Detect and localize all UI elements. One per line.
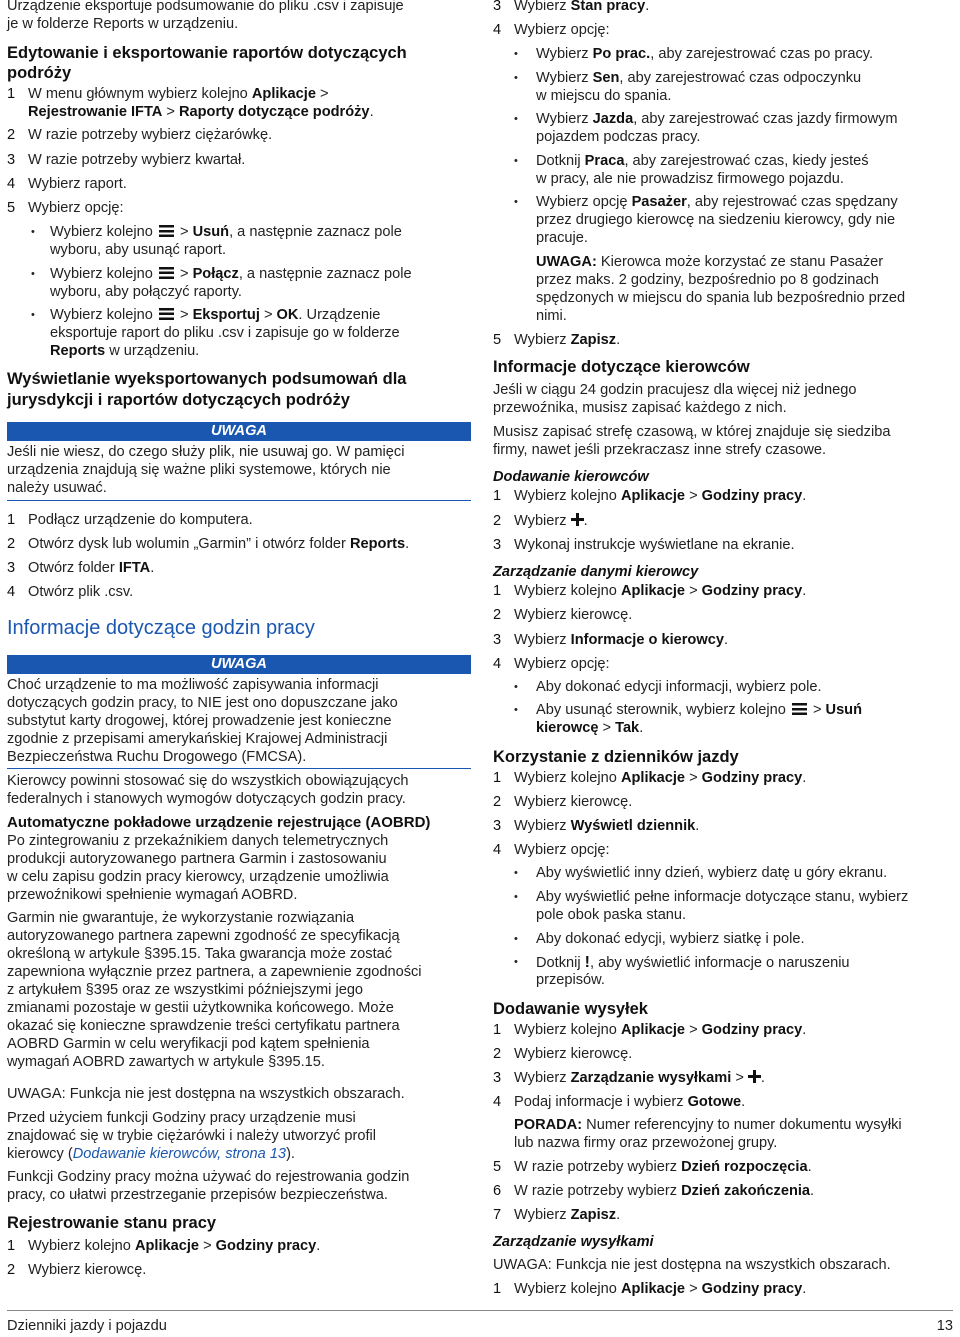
note-bar: UWAGA xyxy=(7,655,471,674)
paragraph: autoryzowanego partnera zapewni zgodność ze specyfikacją xyxy=(7,928,400,944)
paragraph: przewoźnika, musisz zapisać każdego z nich. xyxy=(493,400,787,416)
section-title: Wyświetlanie wyeksportowanych podsumowań dla xyxy=(7,370,407,388)
subsection-title: Dodawanie kierowców xyxy=(493,469,649,485)
note-text: dotyczących godzin pracy, to NIE jest ono dopuszczane jako xyxy=(7,695,398,711)
paragraph: okazać się konieczne sprawdzenie treści certyfikatu partnera xyxy=(7,1018,400,1034)
cross-reference-link[interactable]: Dodawanie kierowców, strona 13 xyxy=(72,1146,287,1162)
paragraph: przewoźnikowi spełnienie wymagań AOBRD. xyxy=(7,887,298,903)
paragraph: produkcji autoryzowanego partnera Garmin i zastosowaniu xyxy=(7,851,387,867)
paragraph: Funkcji Godziny pracy można używać do rejestrowania godzin xyxy=(7,1169,410,1185)
paragraph: AOBRD Garmin w celu weryfikacji pod kątem spełnienia xyxy=(7,1036,370,1052)
section-title: Informacje dotyczące godzin pracy xyxy=(7,617,315,639)
paragraph: kierowcy (Dodawanie kierowców, strona 13). xyxy=(7,1146,295,1162)
note-text: urządzenia znajdują się ważne pliki systemowe, których nie xyxy=(7,462,391,478)
menu-icon xyxy=(159,225,174,237)
paragraph: znajdować się w trybie ciężarówki i należy utworzyć profil xyxy=(7,1128,377,1144)
subsection-title: Automatyczne pokładowe urządzenie rejestrujące (AOBRD) xyxy=(7,814,431,831)
section-title: Edytowanie i eksportowanie raportów dotyczących xyxy=(7,44,407,62)
paragraph: Po zintegrowaniu z przekaźnikiem danych telemetrycznych xyxy=(7,833,389,849)
note-text: należy usuwać. xyxy=(7,480,107,496)
intro-line: je w folderze Reports w urządzeniu. xyxy=(7,16,239,32)
section-title: Dodawanie wysyłek xyxy=(493,1000,648,1018)
paragraph: wymagań AOBRD zawartych w artykule §395.15. xyxy=(7,1054,325,1070)
section-title: Korzystanie z dzienników jazdy xyxy=(493,748,739,766)
note-text: Bezpieczeństwa Ruchu Drogowego (FMCSA). xyxy=(7,749,307,765)
note-text: zgodnie z przepisami amerykańskiej Krajowej Administracji xyxy=(7,731,388,747)
menu-icon xyxy=(159,308,174,320)
subsection-title: Zarządzanie wysyłkami xyxy=(493,1234,654,1250)
paragraph: zapewniona wyłącznie przez partnera, a zapewnienie zgodności xyxy=(7,964,422,980)
section-title: jurysdykcji i raportów dotyczących podróży xyxy=(7,391,350,409)
note-bar: UWAGA xyxy=(7,422,471,441)
paragraph: określoną w artykule §395.15. Taka gwarancja może zostać xyxy=(7,946,393,962)
section-title: Rejestrowanie stanu pracy xyxy=(7,1214,217,1232)
paragraph: pracy, co ułatwi przestrzeganie przepisów bezpieczeństwa. xyxy=(7,1187,388,1203)
plus-icon xyxy=(748,1070,761,1083)
intro-line: Urządzenie eksportuje podsumowanie do pliku .csv i zapisuje xyxy=(7,0,404,14)
paragraph: zmianami pozostaje w gestii użytkownika końcowego. Może xyxy=(7,1000,394,1016)
paragraph: UWAGA: Funkcja nie jest dostępna na wszystkich obszarach. xyxy=(493,1257,891,1273)
paragraph: firmy, nawet jeśli przekraczasz inne strefy czasowe. xyxy=(493,442,827,458)
footer-section-title: Dzienniki jazdy i pojazdu xyxy=(7,1318,167,1334)
divider xyxy=(7,768,471,769)
paragraph: w celu zapisu godzin pracy kierowcy, urządzenie umożliwia xyxy=(7,869,389,885)
plus-icon xyxy=(571,513,584,526)
menu-icon xyxy=(159,267,174,279)
section-title: podróży xyxy=(7,64,72,82)
page-number: 13 xyxy=(936,1318,953,1334)
paragraph: Garmin nie gwarantuje, że wykorzystanie rozwiązania xyxy=(7,910,355,926)
paragraph: Jeśli w ciągu 24 godzin pracujesz dla więcej niż jednego xyxy=(493,382,857,398)
paragraph: z artykułem §395 oraz ze wszystkimi późniejszymi jego xyxy=(7,982,364,998)
section-title: Informacje dotyczące kierowców xyxy=(493,358,750,376)
divider xyxy=(7,500,471,501)
note-text: Jeśli nie wiesz, do czego służy plik, nie usuwaj go. W pamięci xyxy=(7,444,405,460)
paragraph: federalnych i stanowych wymogów dotyczących godzin pracy. xyxy=(7,791,406,807)
note-text: substytut karty drogowej, której prowadzenie jest konieczne xyxy=(7,713,392,729)
paragraph: Kierowcy powinni stosować się do wszystkich obowiązujących xyxy=(7,773,409,789)
footer-divider xyxy=(7,1310,953,1311)
paragraph: UWAGA: Funkcja nie jest dostępna na wszystkich obszarach. xyxy=(7,1086,405,1102)
note-text: Choć urządzenie to ma możliwość zapisywania informacji xyxy=(7,677,379,693)
paragraph: Przed użyciem funkcji Godziny pracy urządzenie musi xyxy=(7,1110,356,1126)
exclamation-icon: ! xyxy=(584,954,590,971)
menu-icon xyxy=(792,703,807,715)
paragraph: Musisz zapisać strefę czasową, w której znajduje się siedziba xyxy=(493,424,891,440)
subsection-title: Zarządzanie danymi kierowcy xyxy=(493,564,699,580)
